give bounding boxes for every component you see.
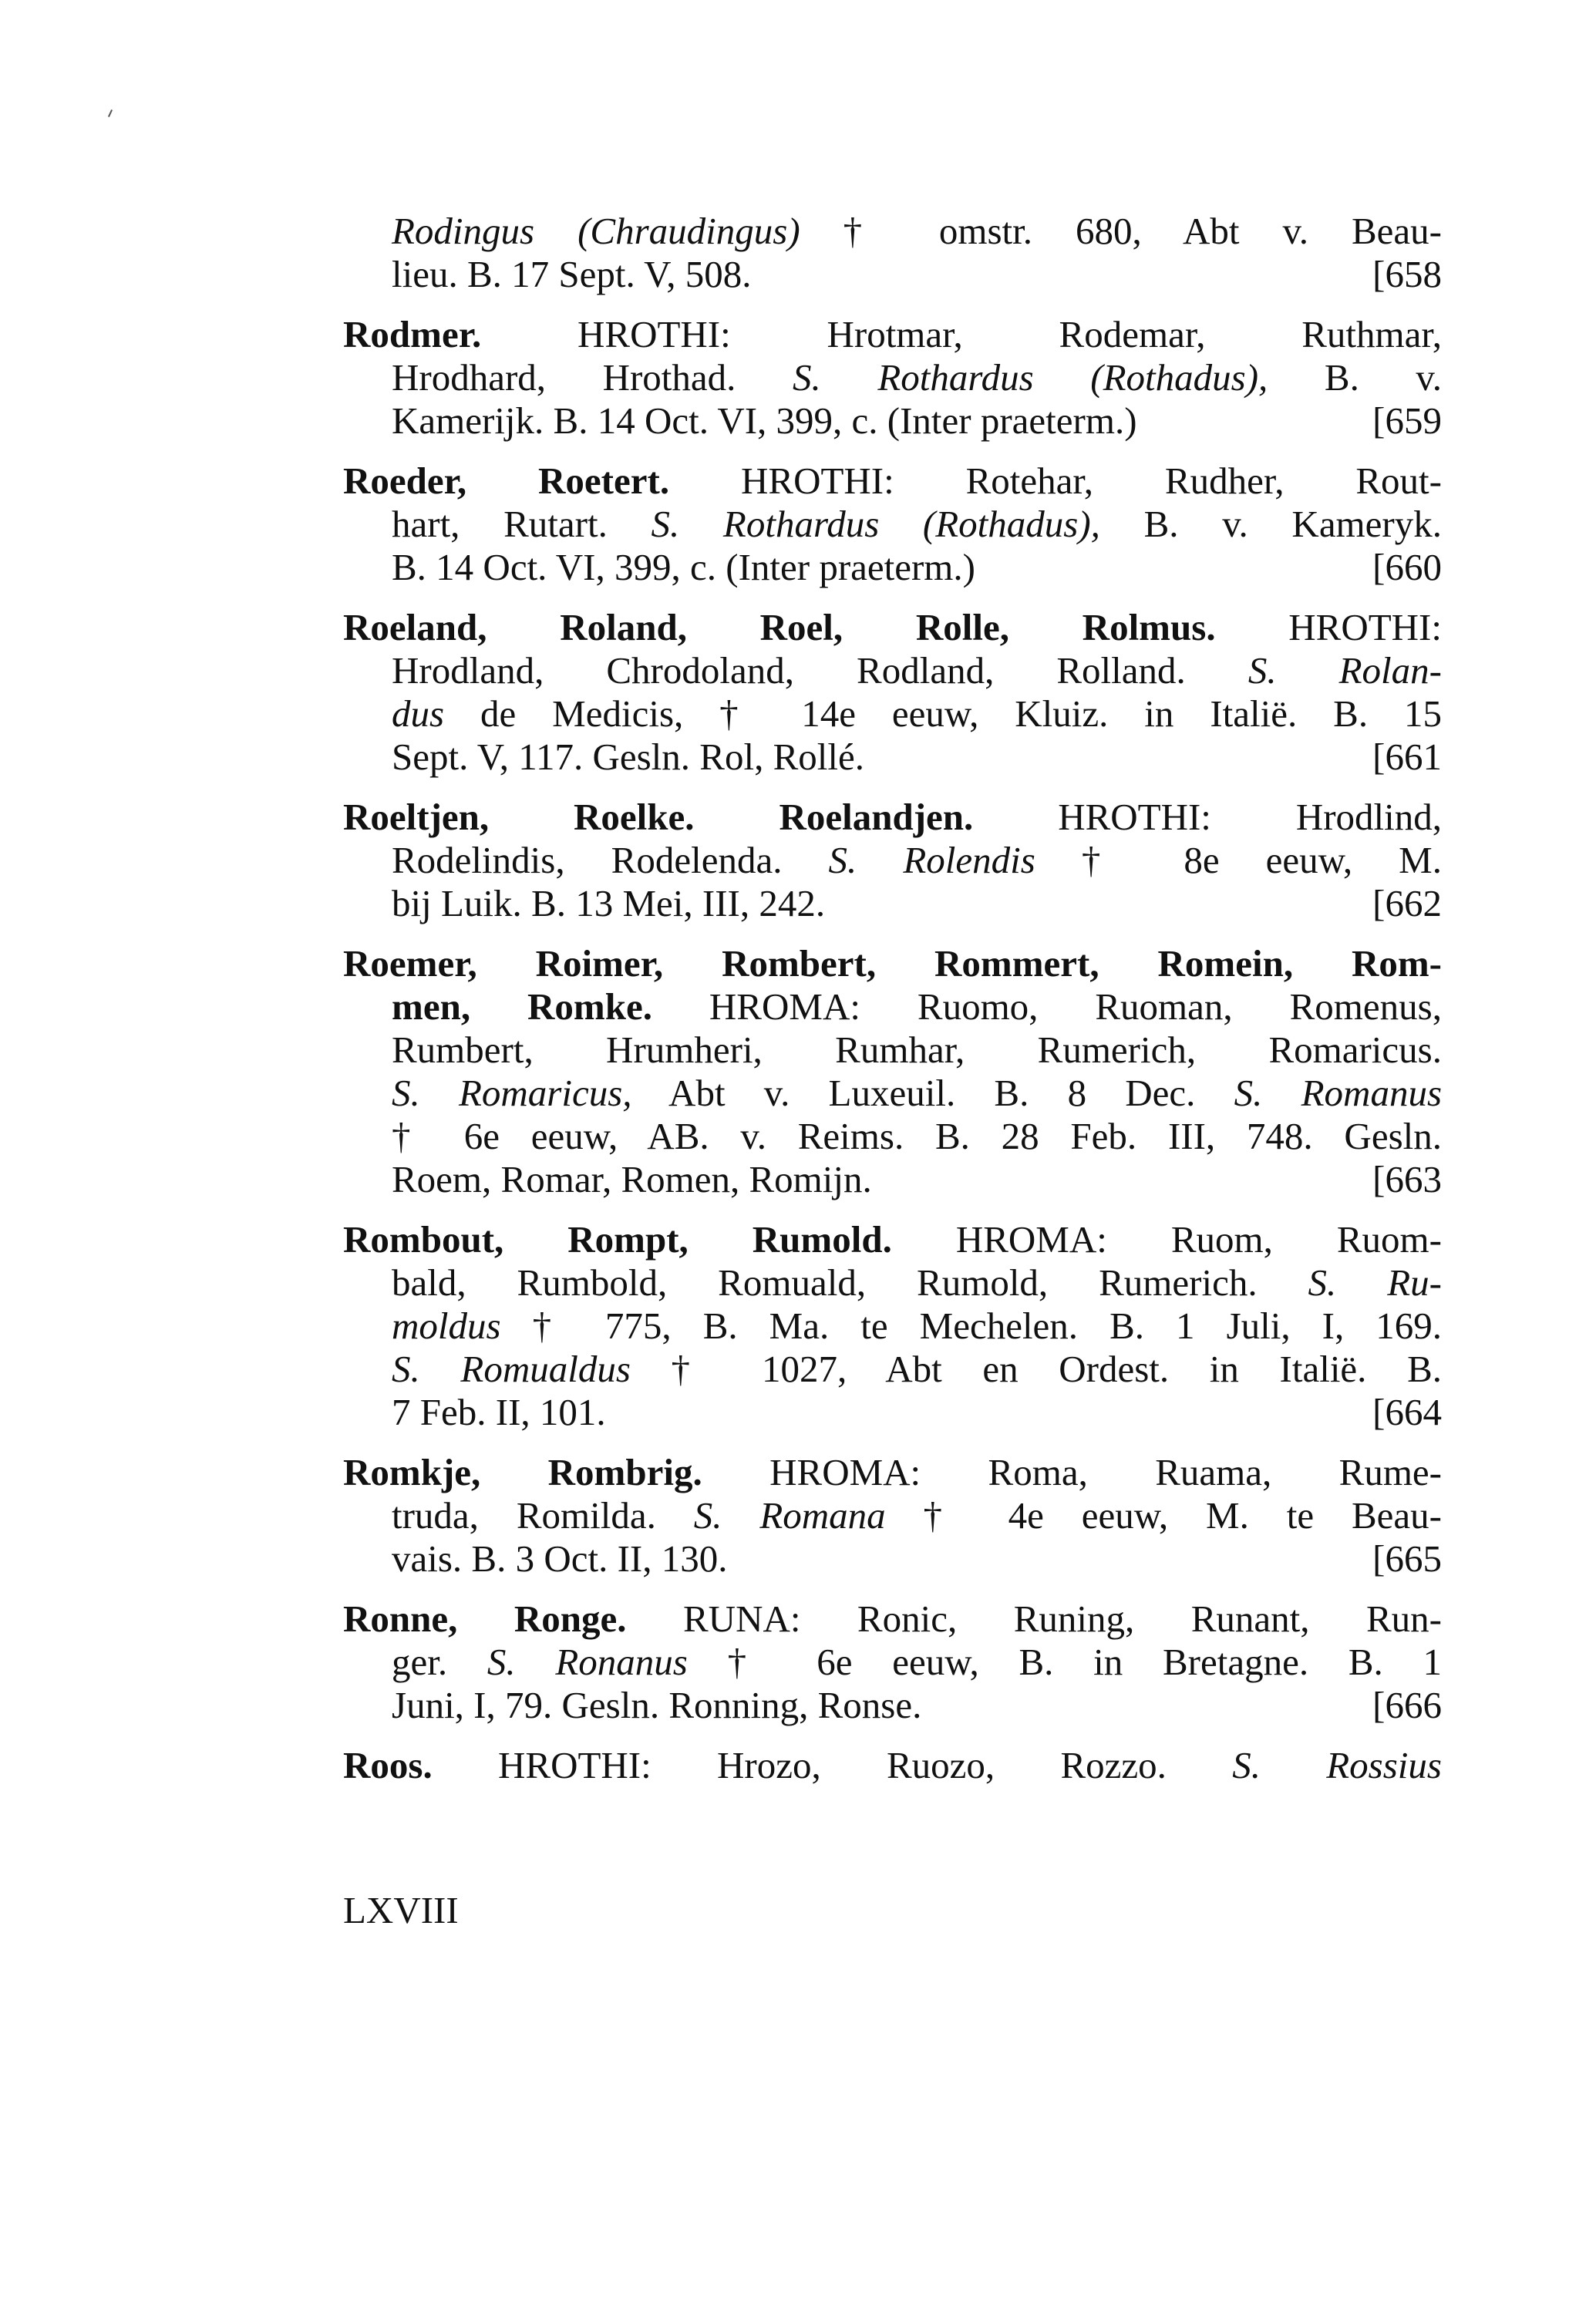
entry-text: lieu. B. 17 Sept. V, 508. [392, 253, 752, 295]
headword: Roemer, Roimer, Rombert, Rommert, Romein, Rom- [343, 942, 1442, 985]
entry-line [392, 1305, 1442, 1348]
entry-text: † 775, B. Ma. te Mechelen. B. 1 Juli, I, 169. [500, 1305, 1442, 1347]
dictionary-entries [343, 210, 1442, 1804]
headword: Roos. [343, 1744, 433, 1786]
saint-name: Rodingus (Chraudingus) [392, 210, 800, 252]
entry-line [392, 1029, 1442, 1072]
entry-line [343, 1744, 1442, 1787]
entry-text: † 6e eeuw, AB. v. Reims. B. 28 Feb. III, 748. Gesln. [392, 1115, 1442, 1157]
entry-line [343, 460, 1442, 503]
dictionary-entry [343, 210, 1442, 296]
entry-text: hart, Rutart. [392, 503, 652, 545]
entry-line [392, 253, 1442, 296]
entry-text: HROTHI: Hrodlind, [973, 796, 1442, 838]
entry-text: † 8e eeuw, M. [1035, 839, 1442, 881]
entry-text: B. 14 Oct. VI, 399, c. (Inter praeterm.) [392, 546, 975, 588]
entry-line [392, 1684, 1442, 1727]
entry-text: † omstr. 680, Abt v. Beau- [800, 210, 1442, 252]
entry-line [392, 649, 1442, 692]
saint-name: S. Rothardus (Rothadus), [651, 503, 1100, 545]
entry-line [392, 1348, 1442, 1391]
entry-text: Rodelindis, Rodelenda. [392, 839, 829, 881]
dictionary-entry [343, 313, 1442, 443]
saint-name: dus [392, 692, 445, 735]
entry-line [392, 882, 1442, 925]
saint-name: S. Ru- [1308, 1261, 1442, 1304]
entry-number: [666 [1372, 1684, 1442, 1726]
entry-line [392, 210, 1442, 253]
entry-line [392, 399, 1442, 443]
dictionary-entry [343, 796, 1442, 925]
saint-name: S. Romualdus [392, 1348, 631, 1390]
entry-number: [658 [1372, 253, 1442, 295]
saint-name: S. Ronanus [487, 1641, 688, 1683]
dictionary-entry [343, 942, 1442, 1201]
dictionary-entry [343, 1597, 1442, 1727]
entry-line [343, 1597, 1442, 1641]
entry-line [392, 1072, 1442, 1115]
entry-line [343, 942, 1442, 985]
page-number: LXVIII [343, 1889, 459, 1931]
dictionary-entry [343, 1744, 1442, 1787]
headword: Rodmer. [343, 313, 482, 355]
entry-text: HROMA: Ruomo, Ruoman, Romenus, [652, 985, 1442, 1028]
entry-text: Kamerijk. B. 14 Oct. VI, 399, c. (Inter praeterm.) [392, 399, 1137, 442]
entry-text: HROTHI: Hrozo, Ruozo, Rozzo. [432, 1744, 1233, 1786]
headword: Romkje, Rombrig. [343, 1451, 702, 1493]
saint-name: S. Rothardus (Rothadus), [793, 356, 1268, 399]
entry-line [392, 356, 1442, 399]
saint-name: S. Rossius [1232, 1744, 1442, 1786]
entry-number: [665 [1372, 1537, 1442, 1580]
entry-number: [663 [1372, 1158, 1442, 1200]
entry-text: truda, Romilda. [392, 1494, 694, 1537]
entry-text: Abt v. Luxeuil. B. 8 Dec. [631, 1072, 1234, 1114]
entry-number: [662 [1372, 882, 1442, 924]
entry-text: † 6e eeuw, B. in Bretagne. B. 1 [687, 1641, 1442, 1683]
dictionary-entry [343, 1218, 1442, 1434]
entry-line [343, 313, 1442, 356]
headword: men, Romke. [392, 985, 652, 1028]
entry-number: [661 [1372, 736, 1442, 778]
entry-text: Hrodhard, Hrothad. [392, 356, 793, 399]
entry-text: bald, Rumbold, Romuald, Rumold, Rumerich. [392, 1261, 1308, 1304]
headword: Roeder, Roetert. [343, 460, 670, 502]
entry-line [392, 1494, 1442, 1537]
entry-text: ger. [392, 1641, 487, 1683]
entry-line [392, 839, 1442, 882]
entry-text: Hrodland, Chrodoland, Rodland, Rolland. [392, 649, 1248, 692]
headword: Roeland, Roland, Roel, Rolle, Rolmus. [343, 606, 1216, 648]
entry-line [392, 1158, 1442, 1201]
dictionary-entry [343, 1451, 1442, 1581]
entry-line [392, 503, 1442, 546]
entry-text: Sept. V, 117. Gesln. Rol, Rollé. [392, 736, 865, 778]
entry-number: [664 [1372, 1391, 1442, 1433]
saint-name: S. Romaricus, [392, 1072, 632, 1114]
entry-number: [660 [1372, 546, 1442, 588]
saint-name: S. Rolan- [1248, 649, 1442, 692]
entry-text: de Medicis, † 14e eeuw, Kluiz. in Italië. B. 15 [444, 692, 1442, 735]
saint-name: moldus [392, 1305, 501, 1347]
entry-line [343, 1451, 1442, 1494]
entry-line [392, 1261, 1442, 1305]
entry-text: RUNA: Ronic, Runing, Runant, Run- [626, 1597, 1443, 1640]
headword: Ronne, Ronge. [343, 1597, 627, 1640]
dictionary-entry [343, 606, 1442, 779]
entry-text: Rumbert, Hrumheri, Rumhar, Rumerich, Romaricus. [392, 1029, 1442, 1071]
entry-text: Roem, Romar, Romen, Romijn. [392, 1158, 872, 1200]
saint-name: S. Romana [693, 1494, 886, 1537]
entry-text: † 4e eeuw, M. te Beau- [885, 1494, 1442, 1537]
saint-name: S. Romanus [1234, 1072, 1443, 1114]
entry-text: 7 Feb. II, 101. [392, 1391, 606, 1433]
dictionary-entry [343, 460, 1442, 589]
entry-line [392, 1537, 1442, 1581]
entry-text: B. v. Kameryk. [1099, 503, 1442, 545]
entry-line [343, 1218, 1442, 1261]
entry-text: HROMA: Roma, Ruama, Rume- [702, 1451, 1442, 1493]
headword: Rombout, Rompt, Rumold. [343, 1218, 892, 1261]
entry-text: HROTHI: Rotehar, Rudher, Rout- [669, 460, 1442, 502]
entry-line [392, 692, 1442, 736]
entry-line [392, 1641, 1442, 1684]
entry-line [343, 606, 1442, 649]
entry-text: † 1027, Abt en Ordest. in Italië. B. [630, 1348, 1442, 1390]
entry-text: HROMA: Ruom, Ruom- [891, 1218, 1442, 1261]
entry-text: HROTHI: Hrotmar, Rodemar, Ruthmar, [481, 313, 1442, 355]
entry-line [392, 1391, 1442, 1434]
entry-line [392, 736, 1442, 779]
entry-text: Juni, I, 79. Gesln. Ronning, Ronse. [392, 1684, 922, 1726]
entry-text: bij Luik. B. 13 Mei, III, 242. [392, 882, 826, 924]
entry-line [392, 985, 1442, 1029]
entry-text: HROTHI: [1215, 606, 1442, 648]
stray-mark [108, 109, 113, 117]
entry-number: [659 [1372, 399, 1442, 442]
saint-name: S. Rolendis [828, 839, 1035, 881]
entry-line [392, 1115, 1442, 1158]
entry-line [392, 546, 1442, 589]
entry-text: vais. B. 3 Oct. II, 130. [392, 1537, 728, 1580]
entry-text: B. v. [1268, 356, 1442, 399]
headword: Roeltjen, Roelke. Roelandjen. [343, 796, 974, 838]
entry-line [343, 796, 1442, 839]
